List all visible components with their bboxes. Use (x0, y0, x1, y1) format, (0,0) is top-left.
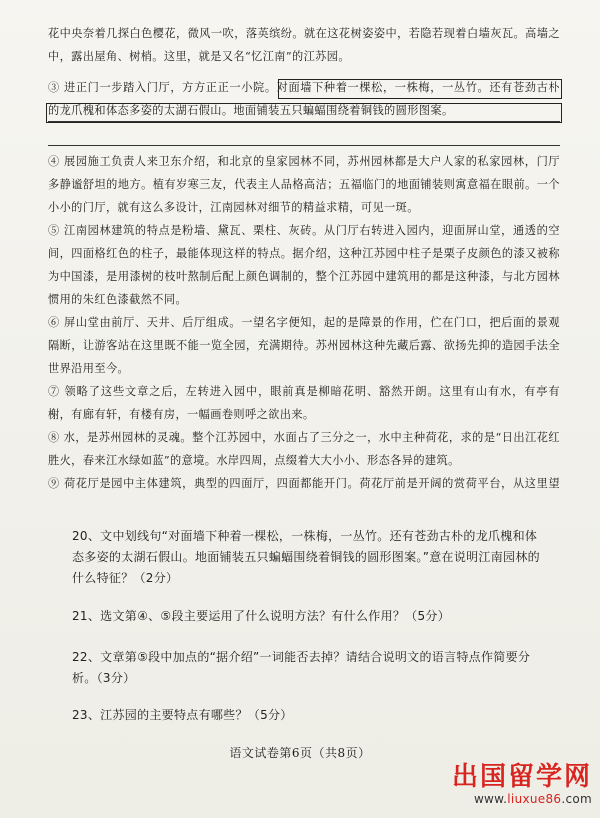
site-watermark (452, 762, 592, 806)
passage-paragraph-3: ③ 进正门一步踏入门厅，方方正正一小院。对面墙下种着一棵松，一株梅，一丛竹。还有苍劲古朴的龙爪槐和体态多姿的太湖石假山。地面铺装五只蝙蝠围绕着铜钱的圆形图案。 (48, 81, 560, 117)
highlight-box (278, 79, 562, 99)
passage-paragraph-7: ⑦ 领略了这些文章之后，左转进入园中，眼前真是柳暗花明、豁然开朗。这里有山有水，有亭有榭，有廊有轩，有楼有房，一幅画卷则呼之欲出来。 (48, 385, 560, 421)
watermark-url (452, 792, 592, 806)
passage-paragraph-4: ④ 展园施工负责人来卫东介绍，和北京的皇家园林不同，苏州园林都是大户人家的私家园林，门厅多静谧舒坦的地方。植有岁寒三友，代表主人品格高洁；五福临门的地面铺装则寓意福在眼前。一个小小的门厅，就有这么多设计，江南园林对细节的精益求精，可见一斑。 (48, 155, 560, 214)
page-footer: 语文试卷第6页（共8页） (229, 746, 371, 760)
passage-paragraph-top: 花中央奈着几探白色樱花，微风一吹，落英缤纷。就在这花树姿姿中，若隐若现着白墙灰瓦。高墙之中，露出屋角、树梢。这里，就是又名“忆江南”的江苏园。 (48, 27, 560, 63)
question-23: 23、江苏园的主要特点有哪些？（5分） (72, 708, 293, 722)
highlight-box (46, 103, 562, 123)
watermark-title: 出国留学网 (451, 762, 592, 792)
watermark-url-prefix: www. (473, 792, 508, 806)
question-22: 22、文章第⑤段中加点的“据介绍”一词能否去掉？请结合说明文的语言特点作简要分析。（3分） (72, 650, 531, 685)
passage-paragraph-6: ⑥ 屏山堂由前厅、天井、后厅组成。一望名字便知，起的是障景的作用，伫在门口，把后面的景观隔断，让游客站在这里既不能一览全园，充满期待。苏州园林这种先藏后露、欲扬先抑的造园手法全世界沿用至今。 (48, 316, 560, 375)
question-20: 20、文中划线句“对面墙下种着一棵松，一株梅，一丛竹。还有苍劲古朴的龙爪槐和体态多姿的太湖石假山。地面铺装五只蝙蝠围绕着铜钱的圆形图案。”意在说明江南园林的什么特征？（2分） (72, 529, 540, 585)
watermark-url-brand: liuxue86 (507, 792, 562, 806)
watermark-url-suffix: .com (561, 792, 592, 806)
passage-paragraph-5: ⑤ 江南园林建筑的特点是粉墙、黛瓦、栗柱、灰砖。从门厅右转进入园内，迎面屏山堂，通透的空间，四面格红色的柱子，最能体现这样的特点。据介绍，这种江苏园中柱子是栗子皮颜色的漆又被称为中国漆，是用漆树的枝叶熬制后配上颜色调制的，整个江苏园中建筑用的都是这种漆，与北方园林惯用的朱红色漆截然不同。 (48, 224, 560, 306)
underline-marker (48, 145, 560, 146)
question-21: 21、选文第④、⑤段主要运用了什么说明方法？有什么作用？（5分） (72, 609, 451, 623)
passage-paragraph-9: ⑨ 荷花厅是园中主体建筑，典型的四面厅，四面都能开门。荷花厅前是开阔的赏荷平台，从这里望 (48, 477, 560, 490)
passage-paragraph-8: ⑧ 水，是苏州园林的灵魂。整个江苏园中，水面占了三分之一，水中主种荷花，求的是“日出江花红胜火，春来江水绿如蓝”的意境。水岸四周，点缀着大大小小、形态各异的建筑。 (48, 431, 560, 467)
